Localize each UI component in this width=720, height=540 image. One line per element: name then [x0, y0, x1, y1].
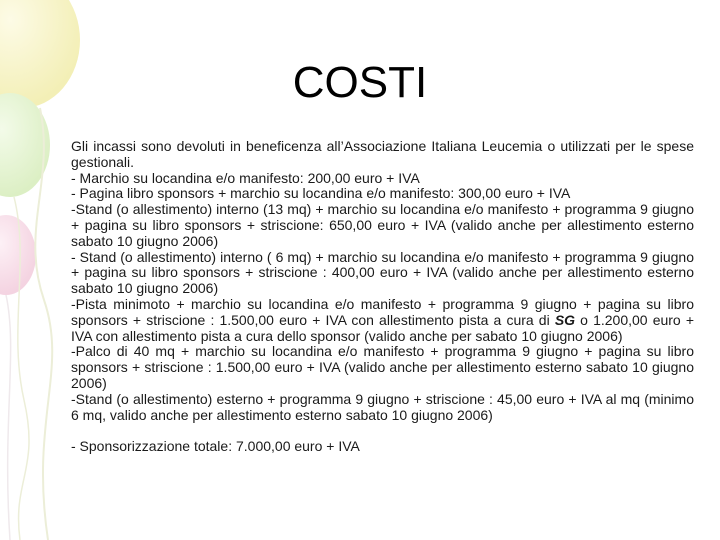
cost-item-pista [71, 297, 694, 344]
pista-text-after: o 1.200,00 euro + IVA con allestimento pista a cura dello sponsor (valido anche per sabato 10 giugno 2006) [71, 311, 694, 344]
slide-body [71, 139, 694, 455]
cost-item: -Stand (o allestimento) esterno + programma 9 giugno + striscione : 45,00 euro + IVA al mq (minimo 6 mq, valido anche per allestimento esterno sabato 10 giugno 2006) [71, 390, 694, 423]
sg-label: SG [554, 311, 576, 328]
cost-item: - Pagina libro sponsors + marchio su locandina e/o manifesto: 300,00 euro + IVA [71, 185, 571, 202]
pista-text-before: -Pista minimoto + marchio su locandina e/o manifesto + programma 9 giugno + pagina su libro sponsors + striscione : 1.500,00 euro + IVA con allestimento pista a cura di [71, 295, 694, 328]
cost-item: -Palco di 40 mq + marchio su locandina e/o manifesto + programma 9 giugno + pagina su libro sponsors + striscione : 1.500,00 euro + IVA (valido anche per allestimento esterno sabato 10 giugno 2006) [71, 343, 694, 391]
total-sponsorship: - Sponsorizzazione totale: 7.000,00 euro + IVA [71, 438, 360, 455]
cost-item: -Stand (o allestimento) interno (13 mq) + marchio su locandina e/o manifesto + programma 9 giugno + pagina su libro sponsors + striscione: 650,00 euro + IVA (valido anche per allestimento esterno sabato 10 giugno 2006) [71, 201, 694, 249]
pink-balloon [0, 215, 36, 295]
cost-item: - Marchio su locandina e/o manifesto: 200,00 euro + IVA [71, 169, 420, 186]
intro-paragraph: Gli incassi sono devoluti in beneficenza all’Associazione Italiana Leucemia o utilizzati per le spese gestionali. [71, 138, 694, 170]
cost-item: - Stand (o allestimento) interno ( 6 mq) + marchio su locandina e/o manifesto + programma 9 giugno + pagina su libro sponsors + striscione : 400,00 euro + IVA (valido anche per allestimento esterno sabato 10 giugno 2006) [71, 248, 694, 297]
balloon-string [6, 295, 11, 540]
slide-title: COSTI [292, 58, 428, 107]
